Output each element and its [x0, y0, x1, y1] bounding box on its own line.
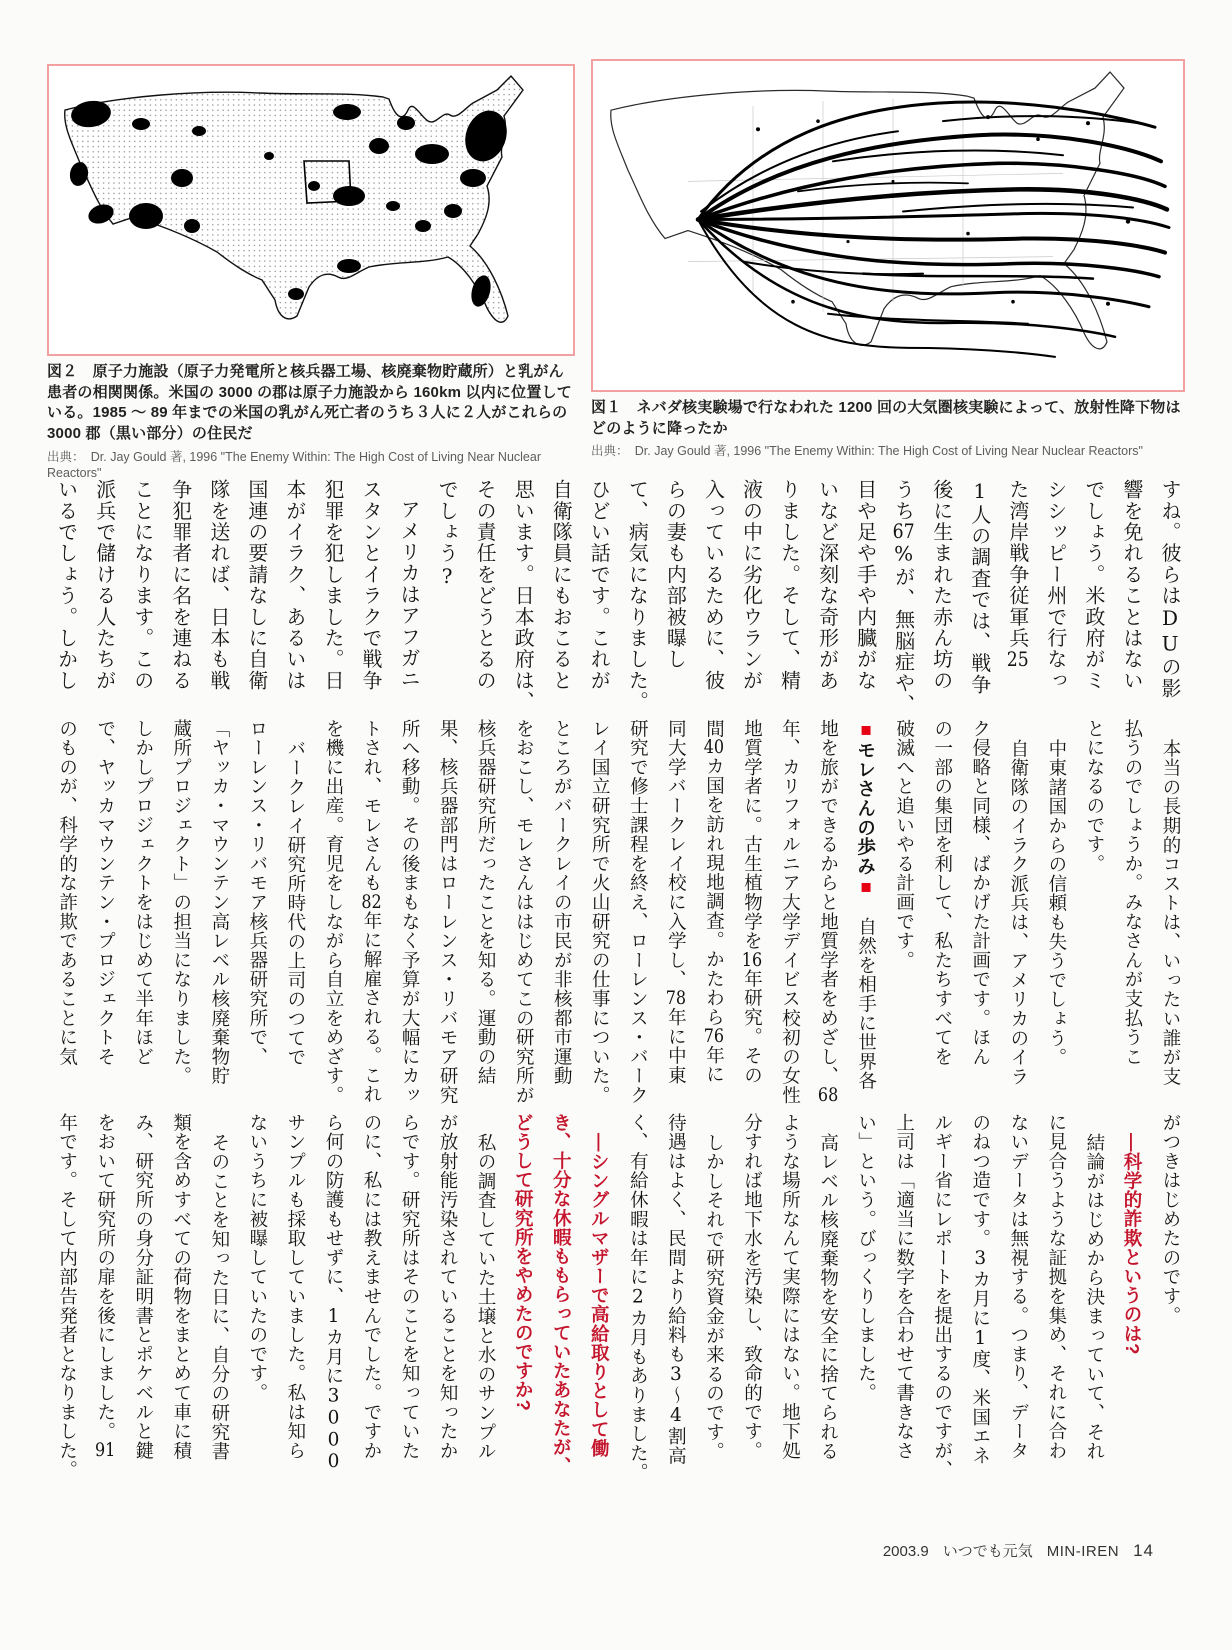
- text-run: トされ、モレさんも: [361, 719, 383, 893]
- text-run: て、病気になりました。: [625, 479, 650, 713]
- text-column: [885, 1113, 923, 1525]
- text-column: [1151, 479, 1189, 715]
- text-column: [352, 1113, 390, 1525]
- text-run: いなど深刻な奇形があ: [815, 479, 840, 691]
- text-column: [542, 719, 580, 1111]
- text-run: 地を旅ができるからと地質学者をめざし、: [817, 719, 839, 1086]
- text-column: [694, 1113, 732, 1525]
- text-run: 年に: [703, 1045, 725, 1085]
- text-column: [580, 479, 618, 715]
- text-run: 年に中東: [665, 1007, 687, 1085]
- text-run: 上司は「適当に数字を合わせて書きなさ: [893, 1113, 915, 1461]
- text-run: 破滅へと追いやる計画です。: [893, 719, 915, 970]
- text-run: 国連の要請なしに自衛: [244, 479, 269, 691]
- text-column: [200, 1113, 238, 1525]
- text-column: [770, 1113, 808, 1525]
- text-run: りました。そして、精: [777, 479, 802, 691]
- text-run: ことになります。この: [130, 479, 155, 691]
- text-run: 同大学バークレイ校に入学し、: [665, 719, 687, 990]
- text-run: 研究で修士課程を終え、ローレンス・バーク: [627, 719, 649, 1105]
- text-run: 地質学者に。古生植物学を: [741, 719, 763, 951]
- text-column: [390, 1113, 428, 1525]
- page-footer: [883, 1540, 1154, 1561]
- text-run: どうして研究所をやめたのですか?: [513, 1113, 535, 1412]
- text-run: き、十分な休暇ももらっていたあなたが、: [551, 1113, 573, 1476]
- text-run: ないうちに被曝していたのです。: [246, 1113, 268, 1403]
- text-run: そのことを知った日に、自分の研究書: [208, 1133, 230, 1462]
- text-run: 年です。そして内部告発者となりました。: [56, 1113, 78, 1480]
- text-run: 払うのでしょうか。みなさんが支払うこ: [1121, 719, 1143, 1067]
- text-column: [847, 1113, 885, 1525]
- text-run: レイ国立研究所で火山研究の仕事についた。: [589, 719, 611, 1105]
- text-run: 蔵所プロジェクト」の担当になりました。: [170, 719, 192, 1086]
- text-column: [618, 479, 656, 715]
- text-run: ら何の防護もせずに、1カ月に3000: [322, 1113, 344, 1473]
- text-run: らです。研究所はそのことを知っていた: [399, 1113, 421, 1461]
- text-column: [1113, 719, 1151, 1111]
- text-run: ―科学的詐欺というのは?: [1121, 1133, 1143, 1356]
- text-column: [162, 719, 200, 1111]
- text-run: 間: [703, 719, 725, 739]
- text-column: [314, 479, 352, 715]
- text-run: 76: [703, 1027, 725, 1046]
- text-column: [314, 1113, 352, 1525]
- article-band-3: [45, 1113, 1189, 1525]
- text-run: 16: [741, 950, 763, 970]
- text-column: [809, 479, 847, 715]
- text-column: [770, 479, 808, 715]
- text-column: [923, 479, 961, 715]
- text-column: [1037, 719, 1075, 1111]
- text-column: [86, 1113, 124, 1525]
- text-column: [86, 719, 124, 1111]
- text-column: [504, 479, 542, 715]
- text-run: 響を免れることはない: [1119, 479, 1144, 691]
- text-column: [542, 1113, 580, 1525]
- text-run: 結論がはじめから決まっていて、それ: [1083, 1133, 1105, 1462]
- text-run: が放射能汚染されていることを知ったか: [437, 1113, 459, 1461]
- text-run: た湾岸戦争従軍兵: [1005, 479, 1030, 649]
- text-run: とになるのです。: [1083, 719, 1105, 874]
- text-run: %が、無脳症や、: [891, 541, 916, 716]
- text-run: 分すれば地下水を汚染し、致命的です。: [741, 1113, 763, 1461]
- text-column: [847, 479, 885, 715]
- text-run: 液の中に劣化ウランが: [739, 479, 764, 691]
- text-column: [86, 479, 124, 715]
- figure2-us-county-map: [47, 64, 575, 356]
- text-run: 所へ移動。その後まもなく予算が大幅にカッ: [399, 719, 421, 1105]
- text-column: [504, 1113, 542, 1525]
- text-run: ―シングルマザーで高給取りとして働: [589, 1133, 611, 1458]
- text-run: ルギー省にレポートを提出するのですが、: [931, 1113, 953, 1480]
- page-number: 14: [1133, 1541, 1154, 1560]
- text-column: [694, 479, 732, 715]
- text-run: その責任をどうとるの: [473, 479, 498, 691]
- red-square-icon: ■: [855, 875, 877, 898]
- text-run: 年研究。その: [741, 969, 763, 1085]
- text-column: [428, 1113, 466, 1525]
- text-run: 年に解雇される。これ: [361, 911, 383, 1105]
- text-run: のものが、科学的な詐欺であることに気: [56, 719, 78, 1067]
- text-run: がつきはじめたのです。: [1160, 1113, 1181, 1326]
- text-run: 果、核兵器部門はローレンス・リバモア研究: [437, 719, 459, 1105]
- text-column: [428, 719, 466, 1111]
- text-column: [466, 1113, 504, 1525]
- text-run: 自衛隊員にもおこると: [549, 479, 574, 691]
- text-column: [923, 1113, 961, 1525]
- text-column: [1075, 479, 1113, 715]
- text-column: [618, 1113, 656, 1525]
- text-run: 類を含めすべての荷物をまとめて車に積: [170, 1113, 192, 1461]
- text-run: 「ヤッカ・マウンテン高レベル核廃棄物貯: [208, 719, 230, 1086]
- text-column: [124, 1113, 162, 1525]
- text-run: 82: [361, 892, 382, 912]
- text-run: 25: [1006, 648, 1029, 669]
- text-column: [276, 1113, 314, 1525]
- text-run: 本がイラク、あるいは: [282, 479, 307, 691]
- text-column: [580, 719, 618, 1111]
- text-column: [162, 479, 200, 715]
- text-run: スタンとイラクで戦争: [359, 479, 384, 691]
- text-run: をおこし、モレさんははじめてこの研究所が: [513, 719, 535, 1105]
- article-band-2: [45, 719, 1189, 1111]
- text-column: [1037, 1113, 1075, 1525]
- text-run: 67: [892, 521, 915, 542]
- text-column: [809, 1113, 847, 1525]
- text-run: 中東諸国からの信頼も失うでしょう。: [1045, 739, 1067, 1068]
- text-run: でしょう?: [435, 479, 460, 589]
- text-run: 40: [703, 738, 725, 757]
- text-column: [48, 1113, 86, 1525]
- text-column: [200, 719, 238, 1111]
- text-column: [847, 719, 885, 1111]
- text-column: [162, 1113, 200, 1525]
- text-run: い」という。びっくりしました。: [855, 1113, 877, 1403]
- text-column: [732, 479, 770, 715]
- text-run: 高レベル核廃棄物を安全に捨てられる: [817, 1133, 839, 1462]
- text-column: [238, 1113, 276, 1525]
- text-run: ような場所なんて実際にはない。地下処: [779, 1113, 801, 1461]
- text-run: バークレイ研究所時代の上司のつてで: [284, 739, 306, 1068]
- publisher-brand: MIN-IREN: [1046, 1543, 1120, 1560]
- text-run: ク侵略と同様、ばかげた計画です。ほん: [969, 719, 991, 1067]
- text-run: ないデータは無視する。つまり、データ: [1007, 1113, 1029, 1461]
- text-run: 派兵で儲ける人たちが: [92, 479, 117, 691]
- text-run: 私の調査していた土壌と水のサンプル: [475, 1133, 497, 1462]
- text-run: ひどい話です。これが: [587, 479, 612, 691]
- text-column: [352, 479, 390, 715]
- text-column: [1075, 719, 1113, 1111]
- text-column: [770, 719, 808, 1111]
- text-run: 争犯罪者に名を連ねる: [168, 479, 193, 691]
- text-run: 思います。日本政府は、: [511, 479, 536, 713]
- text-column: [885, 479, 923, 715]
- text-run: のに、私には教えませんでした。ですか: [361, 1113, 383, 1461]
- text-run: 入っているために、彼: [701, 479, 726, 691]
- text-column: [1113, 479, 1151, 715]
- text-run: らの妻も内部被曝し: [663, 479, 688, 670]
- text-run: いるでしょう。しかし: [54, 479, 79, 691]
- text-run: 自然を相手に世界各: [855, 897, 877, 1091]
- text-run: うち: [891, 479, 916, 522]
- text-column: [694, 719, 732, 1111]
- text-column: [999, 479, 1037, 715]
- text-column: [923, 719, 961, 1111]
- text-run: アメリカはアフガニ: [397, 499, 422, 690]
- text-run: く、有給休暇は年に2カ月もありました。: [627, 1113, 649, 1483]
- text-column: [504, 719, 542, 1111]
- text-run: 68: [817, 1085, 839, 1105]
- text-run: ローレンス・リバモア核兵器研究所で、: [246, 719, 268, 1067]
- text-run: を機に出産。育児をしながら自立をめざす。: [322, 719, 344, 1105]
- text-column: [999, 1113, 1037, 1525]
- text-column: [732, 1113, 770, 1525]
- text-run: の一部の集団を利して、私たちすべてを: [931, 719, 953, 1067]
- text-run: ところがバークレイの市民が非核都市運動: [551, 719, 573, 1086]
- text-run: しかしそれで研究資金が来るのです。: [703, 1133, 725, 1462]
- text-column: [124, 719, 162, 1111]
- text-run: 年、カリフォルニア大学デイビス校初の女性: [779, 719, 801, 1105]
- magazine-title: いつでも元気: [942, 1543, 1033, 1560]
- figure1-caption-block: [591, 398, 1187, 460]
- text-column: [961, 1113, 999, 1525]
- text-run: 1人の調査では、戦争: [967, 479, 992, 695]
- text-column: [732, 719, 770, 1111]
- text-column: [542, 479, 580, 715]
- text-run: サンプルも採取していました。私は知ら: [284, 1113, 306, 1461]
- text-column: [961, 479, 999, 715]
- text-run: 後に生まれた赤ん坊の: [929, 479, 954, 691]
- text-run: でしょう。米政府がミ: [1081, 479, 1106, 691]
- text-run: 隊を送れば、日本も戦: [206, 479, 231, 691]
- text-column: [276, 719, 314, 1111]
- text-column: [314, 719, 352, 1111]
- us-fallout-map-image: [593, 61, 1183, 390]
- issue-date: 2003.9: [882, 1543, 929, 1560]
- text-column: [1037, 479, 1075, 715]
- us-county-map-image: [49, 66, 573, 354]
- text-run: モレさんの歩み: [855, 740, 877, 876]
- text-column: [238, 719, 276, 1111]
- text-column: [48, 719, 86, 1111]
- text-run: 91: [95, 1441, 116, 1460]
- text-run: で、ヤッカマウンテン・プロジェクトそ: [94, 719, 116, 1067]
- figure2-caption: 図２ 原子力施設（原子力発電所と核兵器工場、核廃棄物貯蔵所）と乳がん患者の相関関係。米国の 3000 の郡は原子力施設から 160km 以内に位置している。1985 ～ 89 年までの米国の乳がん死亡者のうち３人に２人がこれらの 3000 郡（黒い部分）の住民だ: [47, 363, 572, 443]
- text-column: [1151, 1113, 1189, 1525]
- text-run: 核兵器研究所だったことを知る。運動の結: [475, 719, 497, 1086]
- text-column: [1113, 1113, 1151, 1525]
- text-column: [580, 1113, 618, 1525]
- figure2-caption-block: [47, 362, 577, 482]
- text-column: [656, 1113, 694, 1525]
- figure1-source: 出典： Dr. Jay Gould 著, 1996 "The Enemy Within: The High Cost of Living Near Nuclear Reactors": [591, 444, 1143, 459]
- text-run: すね。彼らはDUの影: [1158, 479, 1182, 699]
- text-run: カ国を訪れ現地調査。かたわら: [703, 756, 725, 1028]
- us-outline: [65, 76, 523, 322]
- text-column: [618, 719, 656, 1111]
- figure1-caption: 図１ ネバダ核実験場で行なわれた 1200 回の大気圏核実験によって、放射性降下物はどのように降ったか: [591, 399, 1181, 437]
- text-run: に見合うような証拠を集め、それに合わ: [1045, 1113, 1067, 1461]
- text-column: [390, 479, 428, 715]
- text-column: [390, 719, 428, 1111]
- text-run: 待遇はよく、民間より給料も3～4割高: [665, 1113, 687, 1466]
- text-run: をおいて研究所の扉を後にしました。: [94, 1113, 116, 1442]
- text-column: [656, 479, 694, 715]
- text-column: [885, 719, 923, 1111]
- text-column: [276, 479, 314, 715]
- text-run: しかしプロジェクトをはじめて半年ほど: [132, 719, 154, 1067]
- text-column: [124, 479, 162, 715]
- text-column: [1151, 719, 1189, 1111]
- figure1-fallout-map: [591, 59, 1185, 392]
- text-run: 本当の長期的コストは、いったい誰が支: [1160, 739, 1181, 1087]
- text-column: [48, 479, 86, 715]
- text-column: [1075, 1113, 1113, 1525]
- text-column: [656, 719, 694, 1111]
- text-run: 目や足や手や内臓がな: [853, 479, 878, 691]
- text-column: [200, 479, 238, 715]
- text-run: 78: [665, 989, 687, 1008]
- text-column: [466, 719, 504, 1111]
- text-column: [238, 479, 276, 715]
- article-band-1: [45, 479, 1189, 715]
- text-run: シシッピー州で行なっ: [1043, 479, 1068, 691]
- text-column: [999, 719, 1037, 1111]
- text-column: [352, 719, 390, 1111]
- text-column: [466, 479, 504, 715]
- red-square-icon: ■: [855, 719, 877, 741]
- text-column: [809, 719, 847, 1111]
- text-column: [961, 719, 999, 1111]
- text-run: のねつ造です。3カ月に1度、米国エネ: [969, 1113, 991, 1466]
- figure2-source: 出典： Dr. Jay Gould 著, 1996 "The Enemy Within: The High Cost of Living Near Nuclear Reactors": [47, 449, 541, 481]
- text-run: 犯罪を犯しました。日: [320, 479, 345, 691]
- text-column: [428, 479, 466, 715]
- text-run: 自衛隊のイラク派兵は、アメリカのイラ: [1007, 739, 1029, 1087]
- text-run: み、研究所の身分証明書とポケベルと鍵: [132, 1113, 154, 1461]
